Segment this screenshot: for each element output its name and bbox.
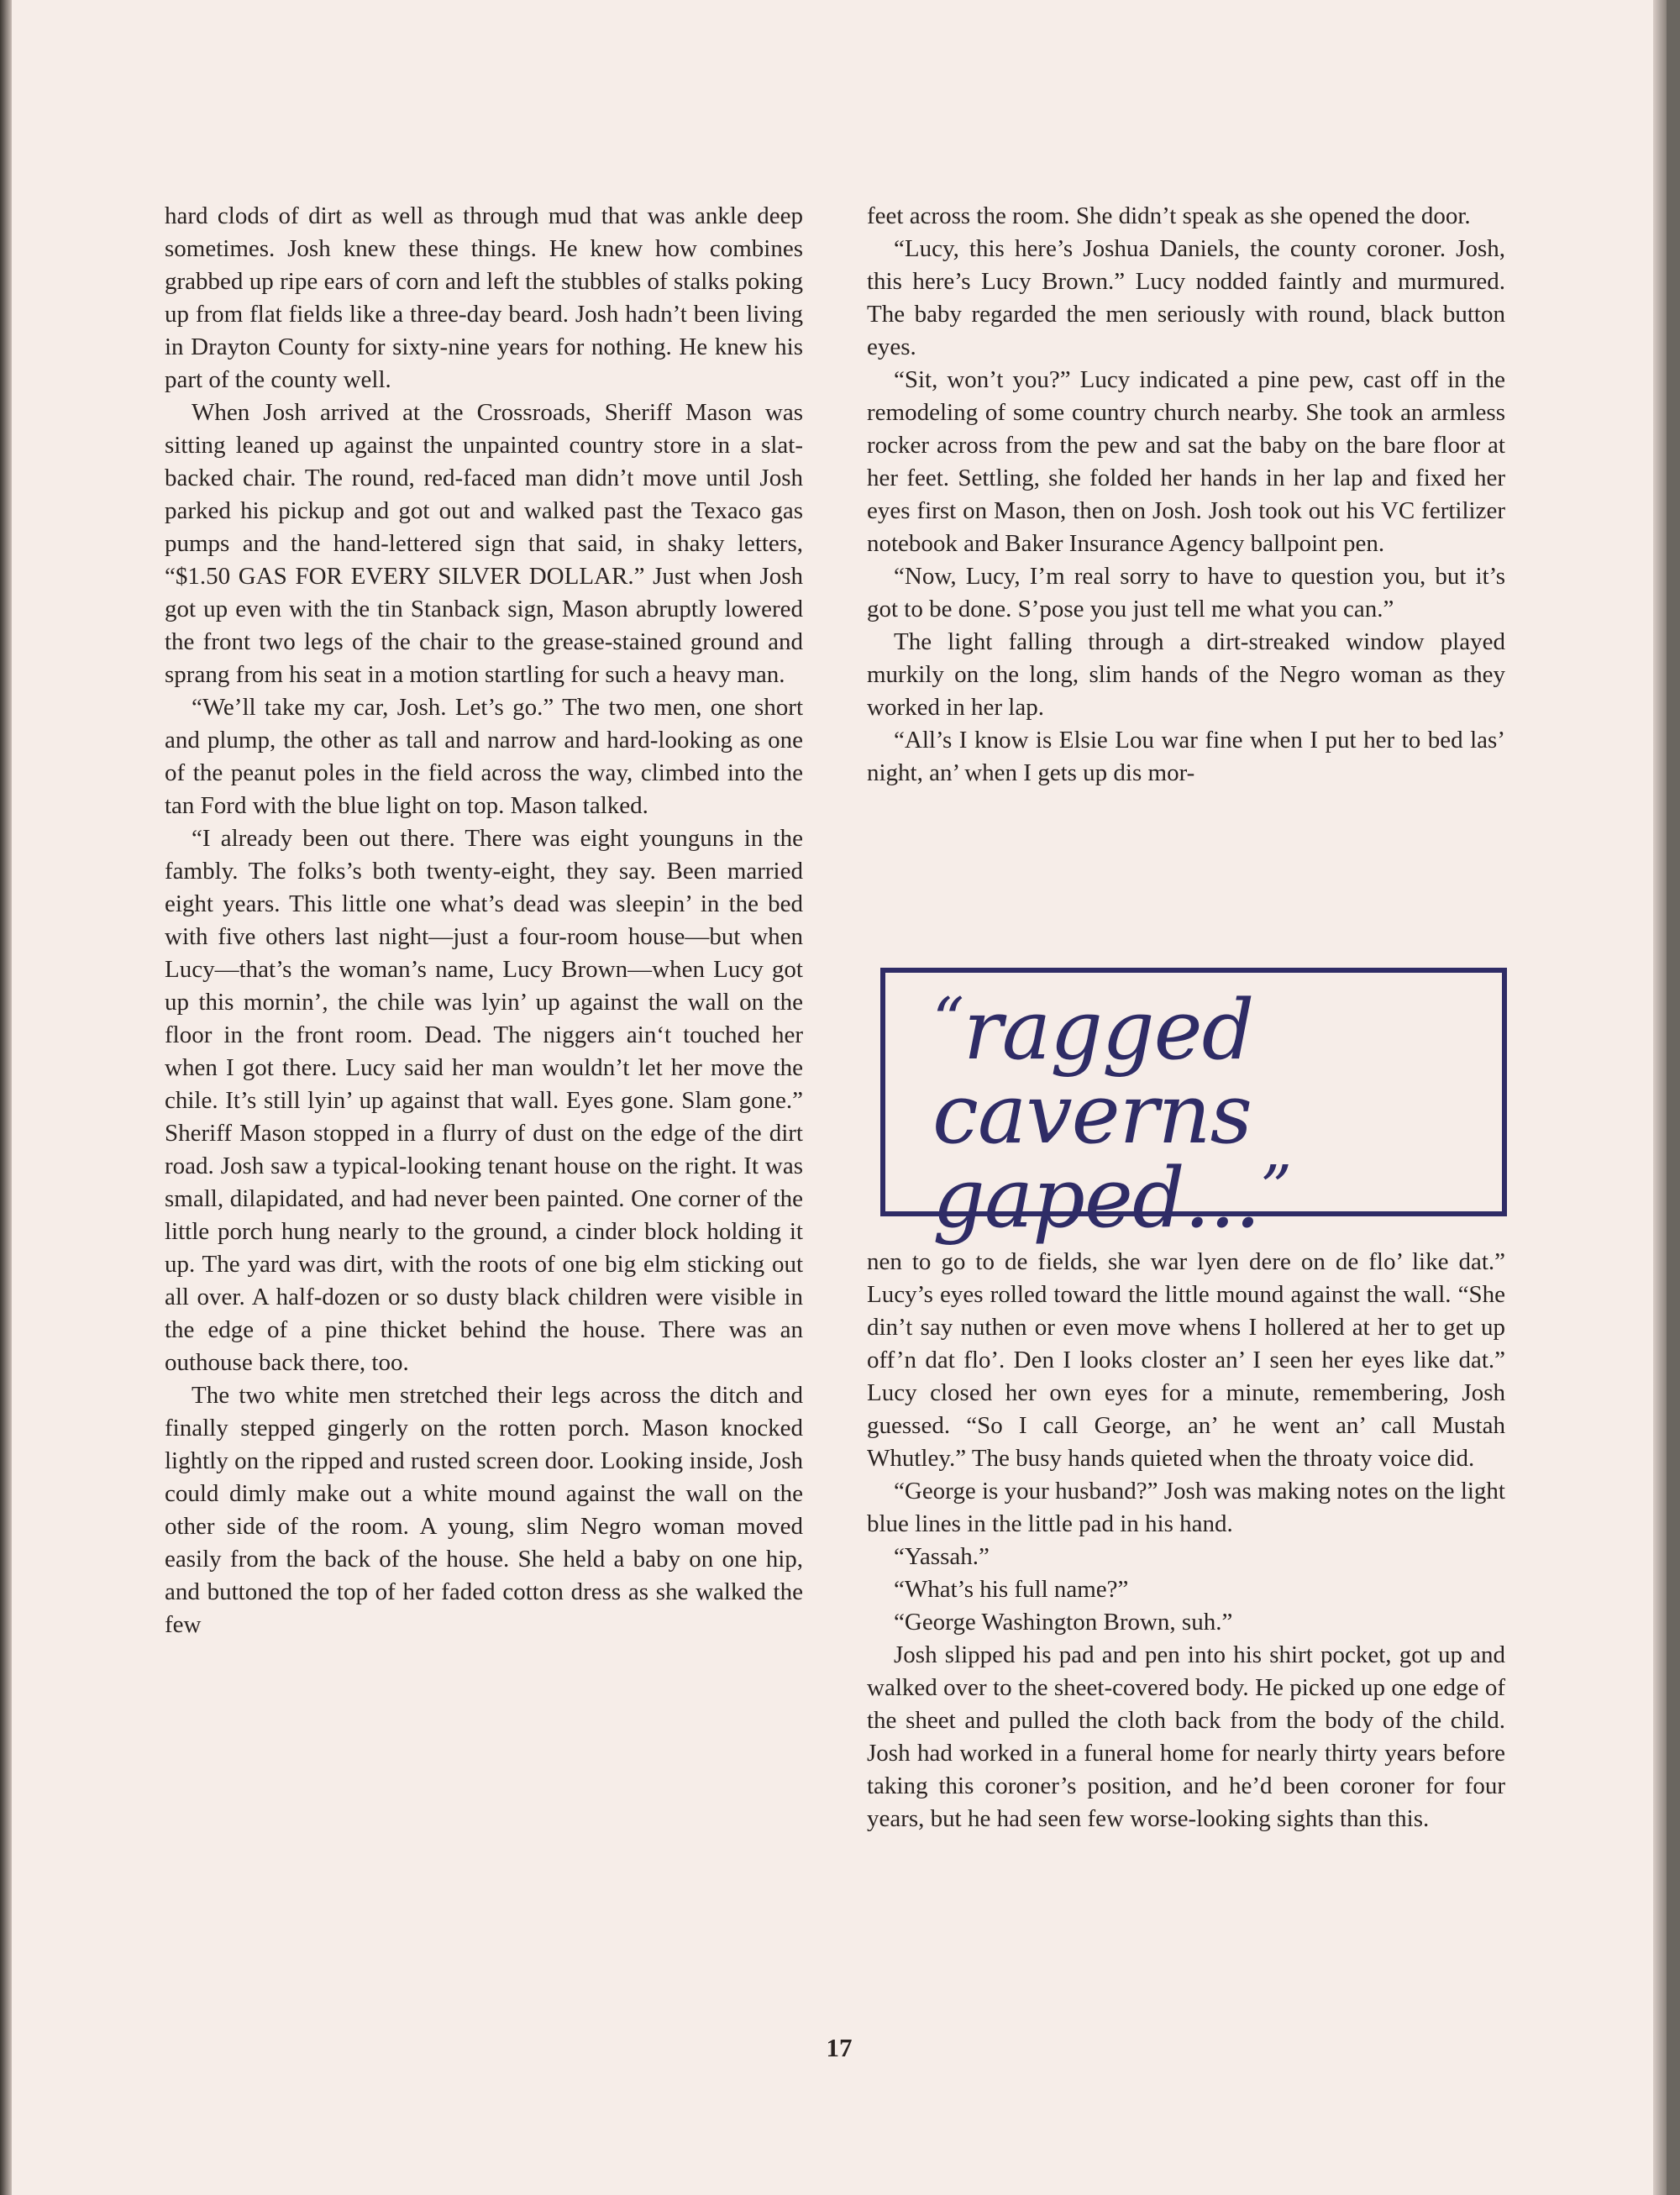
pull-quote-line-1 <box>932 983 1477 1163</box>
page-number: 17 <box>826 2033 853 2062</box>
paragraph: “We’ll take my car, Josh. Let’s go.” The two men, one short and plump, the other as tall and narrow and hard-looking as one of the peanut poles in the field across the way, climbed into the tan Ford with the blue light on top. Mason talked. <box>165 694 803 819</box>
paragraph: The light falling through a dirt-streaked window played murkily on the long, slim hands of the Negro woman as they worked in her lap. <box>867 628 1505 721</box>
left-column <box>165 200 803 1641</box>
paragraph: “I already been out there. There was eight younguns in the fambly. The folks’s both twenty-eight, they say. Been married eight years. This little one what’s dead was sleepin’ in the bed with five others last night—just a four-room house—but when Lucy—that’s the woman’s name, Lucy Brown—when Lucy got up this mornin’, the chile was lyin’ up against the wall on the floor in the front room. Dead. The niggers ain‘t touched her when I got there. Lucy said her man wouldn’t let her move the chile. It’s still lyin’ up against that wall. Eyes gone. Slam gone.” Sheriff Mason stopped in a flurry of dust on the edge of the dirt road. Josh saw a typical-looking tenant house on the right. It was small, dilapidated, and had never been painted. One corner of the little porch hung nearly to the ground, a cinder block holding it up. The yard was dirt, with the roots of one big elm sticking out all over. A half-dozen or so dusty black children were visible in the edge of a pine thicket behind the house. There was an outhouse back there, too. <box>165 825 803 1376</box>
paragraph: Josh slipped his pad and pen into his shirt pocket, got up and walked over to the sheet-covered body. He picked up one edge of the sheet and pulled the cloth back from the body of the child. Josh had worked in a funeral home for nearly thirty years before taking this coroner’s position, and he’d been coroner for four years, but he had seen few worse-looking sights than this. <box>867 1641 1505 1832</box>
pull-quote-text: gaped... <box>932 1150 1261 1247</box>
paragraph: “George Washington Brown, suh.” <box>894 1609 1233 1636</box>
pull-quote-line-2 <box>932 1150 1477 1247</box>
paragraph: “Sit, won’t you?” Lucy indicated a pine pew, cast off in the remodeling of some country church nearby. She took an armless rocker across from the pew and sat the baby on the bare floor at her feet. Settling, she folded her hands in her lap and fixed her eyes first on Mason, then on Josh. Josh took out his VC fertilizer notebook and Baker Insurance Agency ballpoint pen. <box>867 366 1505 557</box>
magazine-page <box>12 0 1667 2195</box>
paragraph: “Now, Lucy, I’m real sorry to have to question you, but it’s got to be done. S’pose you just tell me what you can.” <box>867 563 1505 622</box>
close-quote-mark: ” <box>1260 1152 1291 1225</box>
paragraph: “What’s his full name?” <box>894 1576 1129 1603</box>
paragraph: “All’s I know is Elsie Lou war fine when I put her to bed las’ night, an’ when I gets up dis mor- <box>867 727 1505 786</box>
pull-quote-box <box>880 968 1507 1247</box>
paragraph: “Lucy, this here’s Joshua Daniels, the county coroner. Josh, this here’s Lucy Brown.” Lucy nodded faintly and murmured. The baby regarded the men seriously with round, black button eyes. <box>867 235 1505 360</box>
paragraph: The two white men stretched their legs across the ditch and finally stepped gingerly on the rotten porch. Mason knocked lightly on the ripped and rusted screen door. Looking inside, Josh could dimly make out a white mound against the wall on the other side of the room. A young, slim Negro woman moved easily from the back of the house. She held a baby on one hip, and buttoned the top of her faded cotton dress as she walked the few <box>165 1382 803 1638</box>
page-edge <box>1653 0 1667 2195</box>
paragraph: “George is your husband?” Josh was making notes on the light blue lines in the little pad in his hand. <box>867 1478 1505 1537</box>
page-binding-shadow <box>0 0 12 2195</box>
paragraph: hard clods of dirt as well as through mud that was ankle deep sometimes. Josh knew these things. He knew how combines grabbed up ripe ears of corn and left the stubbles of stalks poking up from flat fields like a three-day beard. Josh hadn’t been living in Drayton County for sixty-nine years for nothing. He knew his part of the county well. <box>165 202 803 393</box>
right-column-top <box>867 200 1505 790</box>
paragraph: feet across the room. She didn’t speak as she opened the door. <box>867 202 1471 229</box>
paragraph: “Yassah.” <box>894 1543 990 1570</box>
right-column-bottom <box>867 1246 1505 1835</box>
open-quote-mark: “ <box>932 985 963 1057</box>
pull-quote-text: ragged caverns <box>932 983 1254 1163</box>
paragraph: When Josh arrived at the Crossroads, Sheriff Mason was sitting leaned up against the unpainted country store in a slat-backed chair. The round, red-faced man didn’t move until Josh parked his pickup and got out and walked past the Texaco gas pumps and the hand-lettered sign that said, in shaky letters, “$1.50 GAS FOR EVERY SILVER DOLLAR.” Just when Josh got up even with the tin Stanback sign, Mason abruptly lowered the front two legs of the chair to the grease-stained ground and sprang from his seat in a motion startling for such a heavy man. <box>165 399 803 688</box>
paragraph: nen to go to de fields, she war lyen dere on de flo’ like dat.” Lucy’s eyes rolled toward the little mound against the wall. “She din’t say nuthen or even move whens I hollered at her to get up off’n dat flo’. Den I looks closter an’ I seen her eyes like dat.” Lucy closed her own eyes for a minute, remembering, Josh guessed. “So I call George, an’ he went an’ call Mustah Whutley.” The busy hands quieted when the throaty voice did. <box>867 1248 1505 1472</box>
